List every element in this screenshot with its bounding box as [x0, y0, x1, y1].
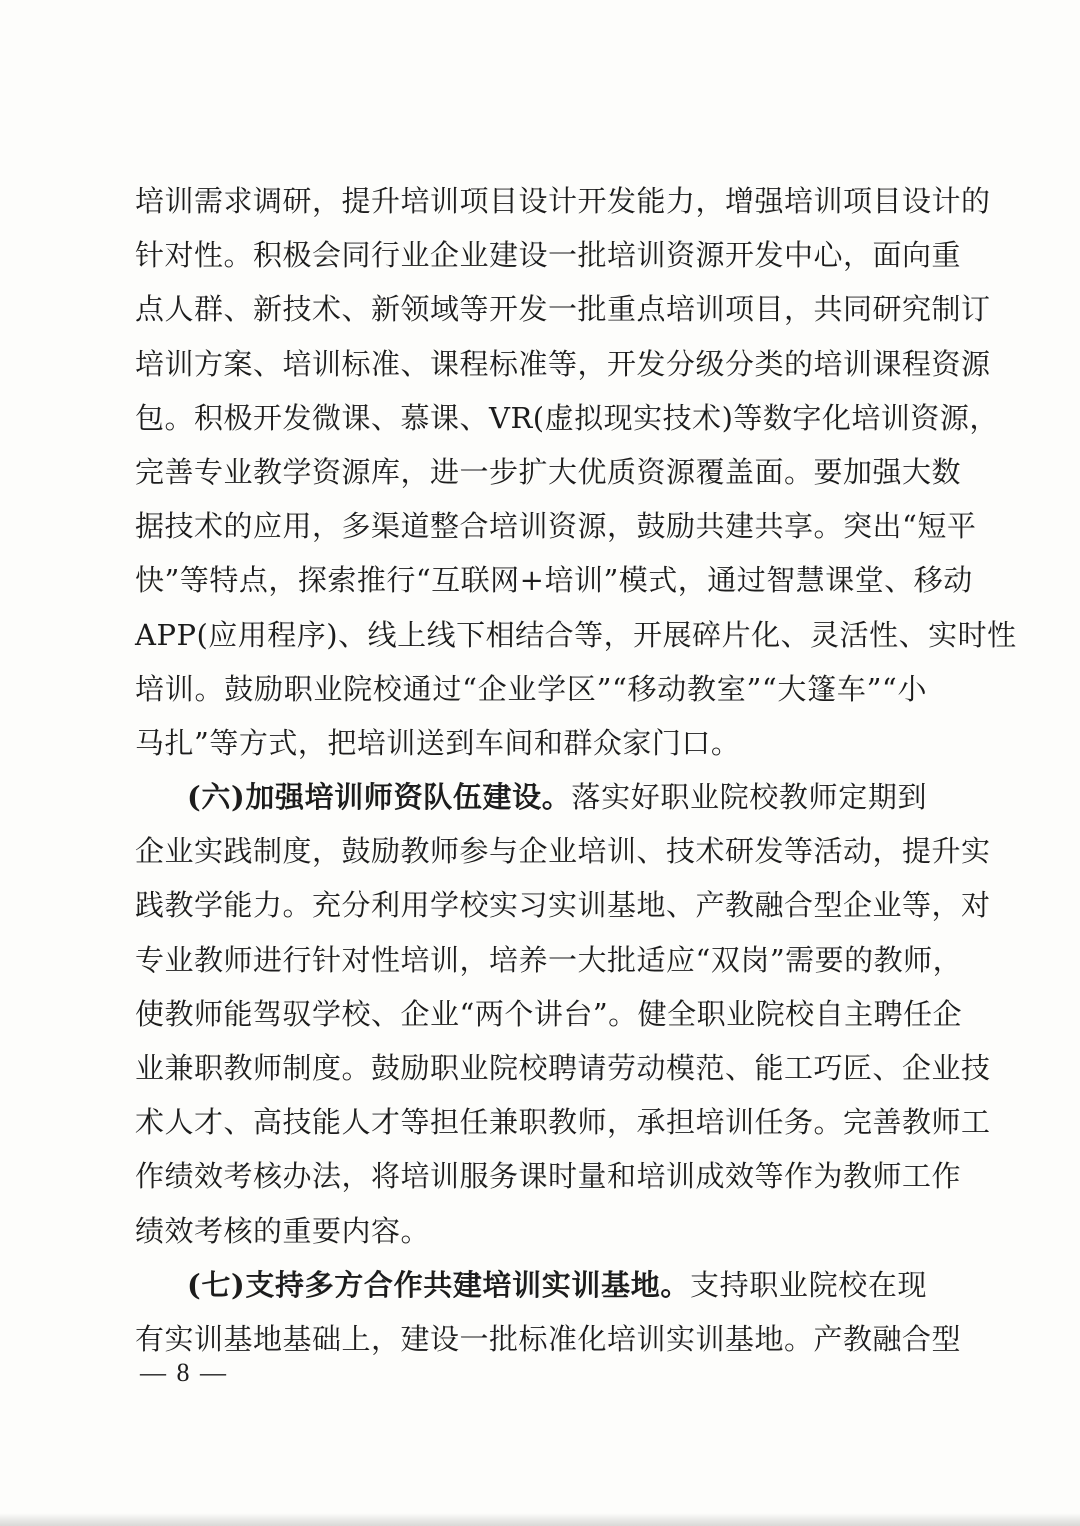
section-6-first-line — [135, 770, 927, 824]
section-7-heading: (七)支持多方合作共建培训实训基地。 — [187, 1267, 690, 1302]
body-line: 践教学能力。充分利用学校实习实训基地、产教融合型企业等，对 — [135, 888, 991, 923]
section-7-lead-text: 支持职业院校在现 — [690, 1267, 927, 1302]
body-line: 术人才、高技能人才等担任兼职教师，承担培训任务。完善教师工 — [135, 1105, 991, 1140]
body-line: 包。积极开发微课、慕课、VR(虚拟现实技术)等数字化培训资源， — [135, 400, 999, 435]
body-line: 企业实践制度，鼓励教师参与企业培训、技术研发等活动，提升实 — [135, 834, 991, 869]
body-line: 培训。鼓励职业院校通过“企业学区”“移动教室”“大篷车”“小 — [135, 671, 927, 706]
section-6-lead-text: 落实好职业院校教师定期到 — [571, 780, 927, 815]
section-7-first-line — [135, 1258, 927, 1312]
body-line: 快”等特点，探索推行“互联网+培训”模式，通过智慧课堂、移动 — [135, 563, 973, 598]
body-line: 专业教师进行针对性培训，培养一大批适应“双岗”需要的教师， — [135, 942, 963, 977]
section-6-heading: (六)加强培训师资队伍建设。 — [187, 780, 572, 815]
body-line: 马扎”等方式，把培训送到车间和群众家门口。 — [135, 725, 741, 760]
body-line: 业兼职教师制度。鼓励职业院校聘请劳动模范、能工巧匠、企业技 — [135, 1051, 991, 1085]
body-line: 使教师能驾驭学校、企业“两个讲台”。健全职业院校自主聘任企 — [135, 996, 963, 1031]
body-line: APP(应用程序)、线上线下相结合等，开展碎片化、灵活性、实时性 — [135, 617, 1017, 652]
body-line: 据技术的应用，多渠道整合培训资源，鼓励共建共享。突出“短平 — [135, 509, 977, 544]
body-line: 完善专业教学资源库，进一步扩大优质资源覆盖面。要加强大数 — [135, 454, 962, 489]
body-line: 点人群、新技术、新领域等开发一批重点培训项目，共同研究制订 — [135, 292, 991, 327]
body-line: 有实训基地基础上，建设一批标准化培训实训基地。产教融合型 — [135, 1321, 962, 1356]
body-line: 绩效考核的重要内容。 — [135, 1213, 431, 1248]
body-line: 作绩效考核办法，将培训服务课时量和培训成效等作为教师工作 — [135, 1159, 962, 1194]
body-line: 针对性。积极会同行业企业建设一批培训资源开发中心，面向重 — [135, 238, 962, 273]
body-line: 培训方案、培训标准、课程标准等，开发分级分类的培训课程资源 — [135, 346, 991, 381]
body-line: 培训需求调研，提升培训项目设计开发能力，增强培训项目设计的 — [135, 184, 991, 218]
scan-edge — [0, 1513, 1080, 1526]
document-body — [135, 174, 1017, 1366]
page-number: — 8 — — [140, 1358, 228, 1387]
